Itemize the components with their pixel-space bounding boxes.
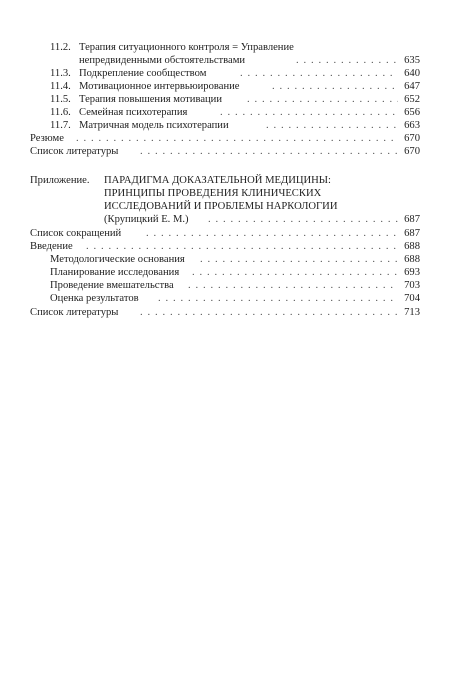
- toc-page-number: 688: [404, 254, 420, 265]
- toc-leader-dots: [247, 93, 398, 106]
- toc-entry-title: Терапия повышения мотивации: [79, 94, 223, 105]
- toc-appendix-line2: [0, 187, 474, 200]
- toc-page-number: 703: [404, 280, 420, 291]
- toc-entry-number: 11.7.: [50, 120, 71, 131]
- toc-entry-11-6: [0, 106, 474, 119]
- toc-entry-title-continuation: непредвиденными обстоятельствами: [79, 55, 246, 66]
- toc-entry-11-2-line2: [0, 54, 474, 67]
- appendix-title-line: ИССЛЕДОВАНИЙ И ПРОБЛЕМЫ НАРКОЛОГИИ: [104, 201, 338, 212]
- toc-entry-number: 11.5.: [50, 94, 71, 105]
- toc-entry-title: Резюме: [30, 133, 64, 144]
- toc-page-number: 688: [404, 241, 420, 252]
- toc-page-number: 713: [404, 307, 420, 318]
- toc-page-number: 652: [404, 94, 420, 105]
- toc-entry-title: Проведение вмешательства: [50, 280, 174, 291]
- toc-entry-title: Список сокращений: [30, 228, 122, 239]
- toc-leader-dots: [146, 227, 398, 240]
- toc-appendix-line1: [0, 174, 474, 187]
- toc-leader-dots: [272, 80, 398, 93]
- toc-entry-title: Список литературы: [30, 146, 119, 157]
- toc-page-number: 704: [404, 293, 420, 304]
- toc-entry-evaluation: [0, 292, 474, 305]
- toc-entry-title: Введение: [30, 241, 73, 252]
- toc-entry-introduction: [0, 240, 474, 253]
- toc-entry-title: Оценка результатов: [50, 293, 139, 304]
- toc-page-number: 670: [404, 133, 420, 144]
- toc-entry-11-4: [0, 80, 474, 93]
- toc-page-number: 640: [404, 68, 420, 79]
- toc-page-number: 656: [404, 107, 420, 118]
- toc-entry-11-3: [0, 67, 474, 80]
- toc-leader-dots: [266, 119, 398, 132]
- toc-entry-11-2-line1: [0, 41, 474, 54]
- toc-page-number: 663: [404, 120, 420, 131]
- toc-page-number: 693: [404, 267, 420, 278]
- appendix-title-line: ПРИНЦИПЫ ПРОВЕДЕНИЯ КЛИНИЧЕСКИХ: [104, 188, 322, 199]
- toc-leader-dots: [200, 253, 398, 266]
- appendix-title-line: ПАРАДИГМА ДОКАЗАТЕЛЬНОЙ МЕДИЦИНЫ:: [104, 175, 331, 186]
- toc-leader-dots: [240, 67, 398, 80]
- toc-entry-title: Список литературы: [30, 307, 119, 318]
- toc-leader-dots: [188, 279, 398, 292]
- toc-leader-dots: [192, 266, 398, 279]
- toc-entry-number: 11.2.: [50, 42, 71, 53]
- toc-leader-dots: [296, 54, 398, 67]
- toc-entry-title: Методологические основания: [50, 254, 185, 265]
- toc-entry-number: 11.6.: [50, 107, 71, 118]
- toc-page-number: 647: [404, 81, 420, 92]
- appendix-label: Приложение.: [30, 175, 90, 186]
- toc-entry-summary: [0, 132, 474, 145]
- toc-entry-title: Матричная модель психотерапии: [79, 120, 229, 131]
- toc-page-number: 635: [404, 55, 420, 66]
- toc-entry-methodology: [0, 253, 474, 266]
- toc-entry-abbreviations: [0, 227, 474, 240]
- toc-entry-number: 11.4.: [50, 81, 71, 92]
- toc-entry-11-5: [0, 93, 474, 106]
- toc-entry-references: [0, 145, 474, 158]
- toc-entry-title: Планирование исследования: [50, 267, 180, 278]
- toc-leader-dots: [86, 240, 398, 253]
- toc-page-number: 670: [404, 146, 420, 157]
- appendix-author: (Крупицкий Е. М.): [104, 214, 189, 225]
- toc-entry-title: Подкрепление сообществом: [79, 68, 207, 79]
- toc-entry-title: Мотивационное интервьюирование: [79, 81, 240, 92]
- toc-entry-title: Терапия ситуационного контроля = Управление: [79, 42, 294, 53]
- toc-entry-intervention: [0, 279, 474, 292]
- toc-page-number: 687: [404, 214, 420, 225]
- toc-leader-dots: [76, 132, 398, 145]
- toc-leader-dots: [158, 292, 398, 305]
- toc-entry-title: Семейная психотерапия: [79, 107, 188, 118]
- toc-appendix-line3: [0, 200, 474, 213]
- toc-entry-11-7: [0, 119, 474, 132]
- toc-leader-dots: [140, 306, 398, 319]
- toc-leader-dots: [208, 213, 398, 226]
- toc-leader-dots: [220, 106, 398, 119]
- toc-entry-number: 11.3.: [50, 68, 71, 79]
- toc-entry-planning: [0, 266, 474, 279]
- toc-leader-dots: [140, 145, 398, 158]
- toc-page-number: 687: [404, 228, 420, 239]
- toc-entry-references-2: [0, 306, 474, 319]
- toc-appendix-line4: [0, 213, 474, 226]
